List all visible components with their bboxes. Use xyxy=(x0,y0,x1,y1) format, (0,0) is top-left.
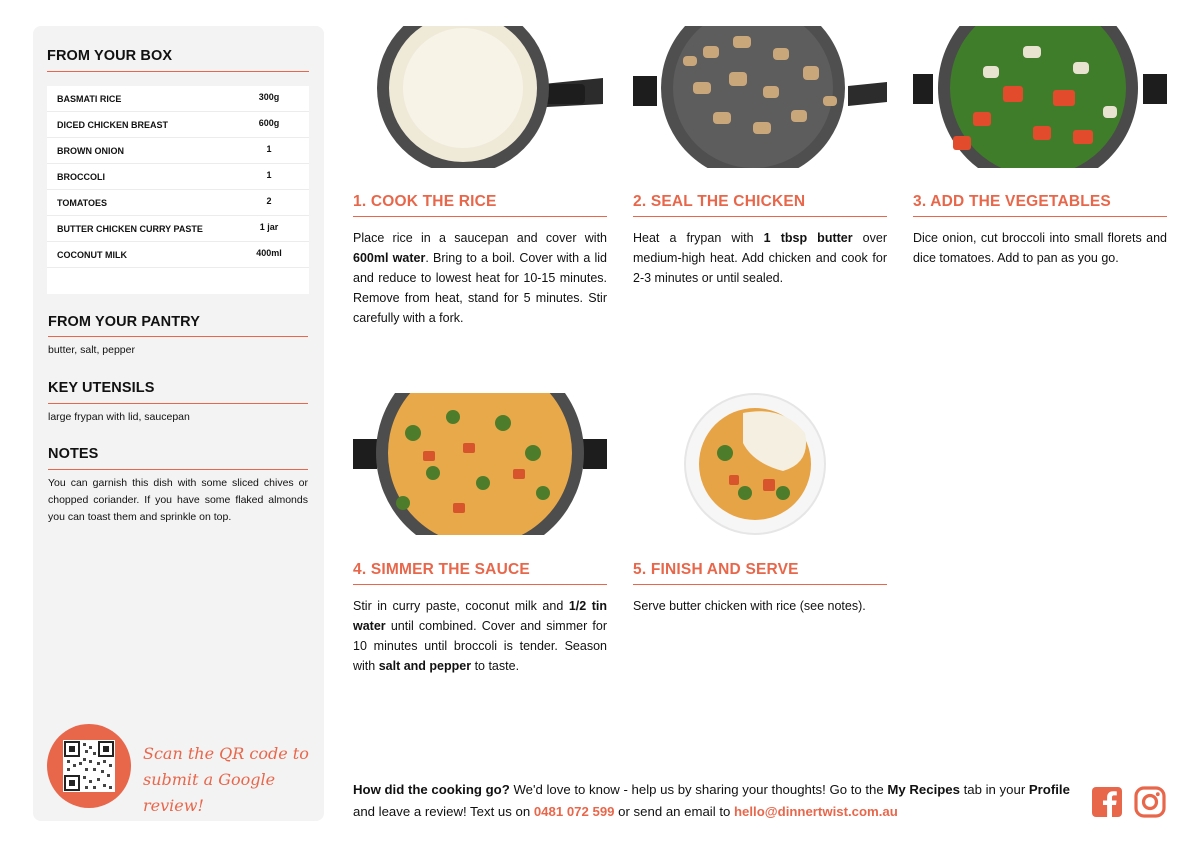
ingredient-name: TOMATOES xyxy=(57,198,108,208)
ingredient-row xyxy=(47,112,309,138)
ingredient-name: BUTTER CHICKEN CURRY PASTE xyxy=(57,224,203,234)
ingredient-row xyxy=(47,138,309,164)
notes-heading: NOTES xyxy=(48,446,99,462)
ingredient-name: COCONUT MILK xyxy=(57,250,127,260)
feedback-footer: How did the cooking go? We'd love to know - help us by sharing your thoughts! Go to the My Recipes tab in your Profile and leave a review! Text us on 0481 072 599 or send an email to hello@dinnertwist.com.au xyxy=(353,782,1070,819)
ingredients-table xyxy=(47,86,309,294)
step-5-body: Serve butter chicken with rice (see notes). xyxy=(633,599,866,613)
step-3-photo xyxy=(913,26,1167,168)
step-2-photo xyxy=(633,26,887,168)
heading-divider xyxy=(47,71,309,72)
email-link[interactable]: hello@dinnertwist.com.au xyxy=(734,804,898,819)
ingredient-row xyxy=(47,86,309,112)
utensils-text: large frypan with lid, saucepan xyxy=(48,411,190,423)
step-1-title: 1. COOK THE RICE xyxy=(353,193,497,210)
from-your-pantry-heading: FROM YOUR PANTRY xyxy=(48,314,200,330)
step-1-divider xyxy=(353,216,607,217)
notes-text: You can garnish this dish with some sliced chives or chopped coriander. If you have some flaked almonds you can toast them and sprinkle on top. xyxy=(48,477,308,523)
step-2-divider xyxy=(633,216,887,217)
facebook-icon[interactable] xyxy=(1091,786,1123,818)
ingredient-qty: 2 xyxy=(266,196,272,206)
step-4-body: Stir in curry paste, coconut milk and 1/2 tin water until combined. Cover and simmer for 10 minutes until broccoli is tender. Season with salt and pepper to taste. xyxy=(353,599,607,673)
key-utensils-heading: KEY UTENSILS xyxy=(48,380,155,396)
qr-caption: Scan the QR code to submit a Google review! xyxy=(143,744,309,815)
heading-divider xyxy=(48,403,308,404)
ingredient-name: BROCCOLI xyxy=(57,172,105,182)
instagram-icon[interactable] xyxy=(1134,786,1166,818)
sidebar xyxy=(33,26,324,821)
phone-link[interactable]: 0481 072 599 xyxy=(533,804,615,819)
step-5-divider xyxy=(633,584,887,585)
step-1-photo xyxy=(353,26,607,168)
step-3-divider xyxy=(913,216,1167,217)
ingredient-name: BROWN ONION xyxy=(57,146,124,156)
ingredient-row xyxy=(47,164,309,190)
ingredient-qty: 300g xyxy=(258,92,280,102)
heading-divider xyxy=(48,336,308,337)
step-4-photo xyxy=(353,393,607,535)
ingredient-name: DICED CHICKEN BREAST xyxy=(57,120,169,130)
step-4-divider xyxy=(353,584,607,585)
ingredient-qty: 1 xyxy=(266,144,272,154)
step-4-title: 4. SIMMER THE SAUCE xyxy=(353,561,530,578)
ingredient-qty: 400ml xyxy=(256,248,282,258)
ingredient-name: BASMATI RICE xyxy=(57,94,122,104)
step-5-title: 5. FINISH AND SERVE xyxy=(633,561,799,578)
ingredient-qty: 600g xyxy=(258,118,280,128)
step-5-photo xyxy=(633,393,887,535)
step-3-body: Dice onion, cut broccoli into small florets and dice tomatoes. Add to pan as you go. xyxy=(913,231,1167,265)
step-2-body: Heat a frypan with 1 tbsp butter over medium-high heat. Add chicken and cook for 2-3 minutes or until sealed. xyxy=(633,231,887,285)
ingredient-qty: 1 xyxy=(266,170,272,180)
from-your-box-heading: FROM YOUR BOX xyxy=(47,48,173,64)
ingredient-row xyxy=(47,190,309,216)
qr-code-icon[interactable] xyxy=(63,740,115,792)
pantry-text: butter, salt, pepper xyxy=(48,344,135,356)
step-2-title: 2. SEAL THE CHICKEN xyxy=(633,193,806,210)
ingredient-row xyxy=(47,242,309,268)
ingredient-qty: 1 jar xyxy=(259,222,279,232)
heading-divider xyxy=(48,469,308,470)
qr-badge xyxy=(47,724,131,808)
ingredient-row xyxy=(47,216,309,242)
step-3-title: 3. ADD THE VEGETABLES xyxy=(913,193,1111,210)
step-1-body: Place rice in a saucepan and cover with 600ml water. Bring to a boil. Cover with a lid and reduce to lowest heat for 10-15 minutes. Remove from heat, stand for 5 minutes. Stir carefully with a fork. xyxy=(353,231,607,325)
